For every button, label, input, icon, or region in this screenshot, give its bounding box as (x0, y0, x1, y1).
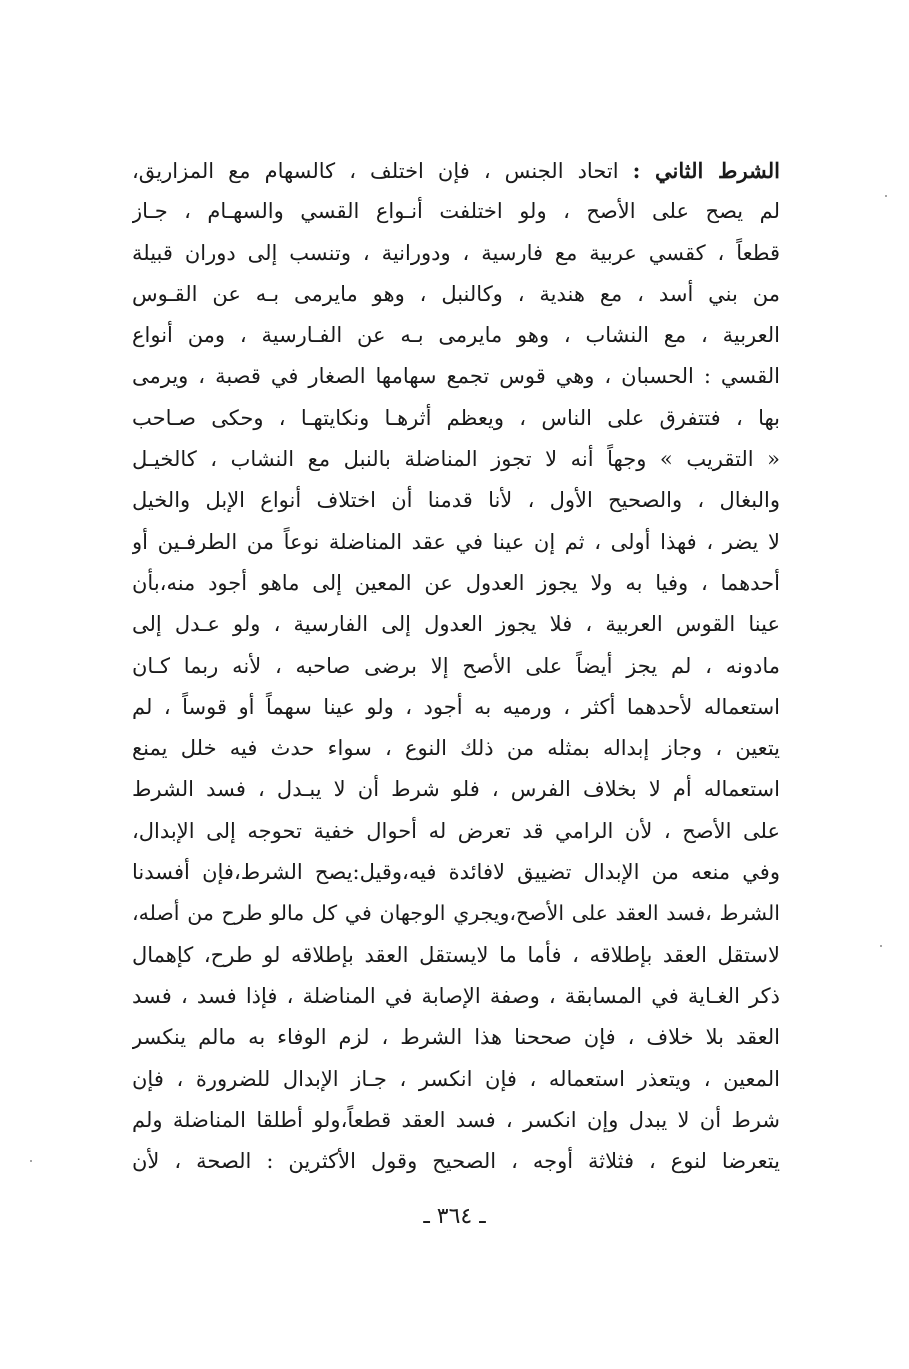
text-line: القسي : الحسبان ، وهي قوس تجمع سهامها الصغار في قصبة ، ويرمى (132, 364, 780, 389)
text-line: العقد بلا خلاف ، فإن صححنا هذا الشرط ، لزم الوفاء به مالم ينكسر (132, 1025, 780, 1050)
text-line (132, 150, 780, 191)
body-paragraph (132, 150, 780, 1182)
text-line: على الأصح ، لأن الرامي قد تعرض له أحوال خفية تحوجه إلى الإبدال، (132, 818, 780, 843)
text-line: « التقريب » وجهاً أنه لا تجوز المناضلة بالنبل مع النشاب ، كالخيـل (132, 447, 780, 472)
text-line: بها ، فتتفرق على الناس ، ويعظم أثرهـا ونكايتهـا ، وحكى صـاحب (132, 405, 780, 430)
text-line: وفي منعه من الإبدال تضييق لافائدة فيه،وقيل:يصح الشرط،فإن أفسدنا (132, 860, 780, 885)
scan-speck (30, 1160, 32, 1162)
text-line: مادونه ، لم يجز أيضاً على الأصح إلا برضى صاحبه ، لأنه ربما كـان (132, 653, 780, 678)
text-line: استعماله أم لا بخلاف الفرس ، فلو شرط أن لا يبـدل ، فسد الشرط (132, 777, 780, 802)
text-line: لاستقل العقد بإطلاقه ، فأما ما لايستقل العقد بإطلاقه لو طرح، كإهمال (132, 942, 780, 967)
first-line-text: اتحاد الجنس ، فإن اختلف ، كالسهام مع المزاريق، (132, 159, 633, 183)
text-line: عينا القوس العربية ، فلا يجوز العدول إلى الفارسية ، ولو عـدل إلى (132, 612, 780, 637)
text-line: والبغال ، والصحيح الأول ، لأنا قدمنا أن اختلاف أنواع الإبل والخيل (132, 488, 780, 513)
text-line: أحدهما ، وفيا به ولا يجوز العدول عن المعين إلى ماهو أجود منه،بأن (132, 570, 780, 595)
text-line: الشرط ،فسد العقد على الأصح،ويجري الوجهان في كل مالو طرح من أصله، (132, 901, 780, 926)
page-number: ـ ٣٦٤ ـ (423, 1204, 486, 1229)
text-line: لا يضر ، فهذا أولى ، ثم إن عينا في عقد المناضلة نوعاً من الطرفـين أو (132, 529, 780, 554)
text-line: من بني أسد ، مع هندية ، وكالنبل ، وهو مايرمى بـه عن القـوس (132, 281, 780, 306)
text-line: قطعاً ، كقسي عربية مع فارسية ، ودورانية ، وتنسب إلى دوران قبيلة (132, 240, 780, 265)
scan-speck (880, 945, 882, 947)
text-line: المعين ، ويتعذر استعماله ، فإن انكسر ، جـاز الإبدال للضرورة ، فإن (132, 1066, 780, 1091)
text-line: لم يصح على الأصح ، ولو اختلفت أنـواع القسي والسهـام ، جـاز (132, 199, 780, 224)
text-line: يتعرضا لنوع ، فثلاثة أوجه ، الصحيح وقول الأكثرين : الصحة ، لأن (132, 1149, 780, 1174)
text-line: ذكر الغـاية في المسابقة ، وصفة الإصابة في المناضلة ، فإذا فسد ، فسد (132, 983, 780, 1008)
scan-speck (885, 195, 887, 197)
text-line: استعماله لأحدهما أكثر ، ورميه به أجود ، ولو عينا سهماً أو قوساً ، لم (132, 694, 780, 719)
text-line: العربية ، مع النشاب ، وهو مايرمى بـه عن الفـارسية ، ومن أنواع (132, 323, 780, 348)
section-lead: الشرط الثاني : (632, 158, 780, 183)
text-line: شرط أن لا يبدل وإن انكسر ، فسد العقد قطعاً،ولو أطلقا المناضلة ولم (132, 1107, 780, 1132)
text-line: يتعين ، وجاز إبداله بمثله من ذلك النوع ، سواء حدث فيه خلل يمنع (132, 736, 780, 761)
